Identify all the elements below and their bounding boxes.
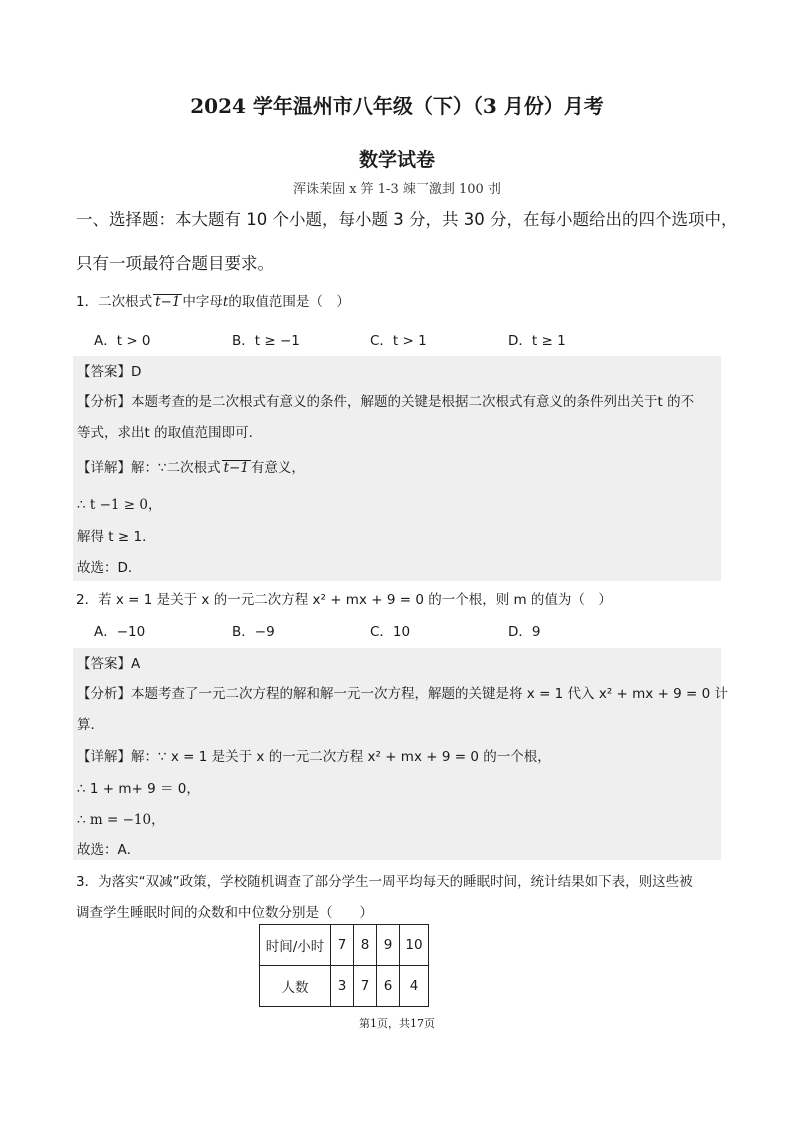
q1-detail-post: 有意义， <box>250 460 305 476</box>
section-heading <box>76 202 738 282</box>
q2-answer: 【答案】A <box>77 656 141 672</box>
q1-answer: 【答案】D <box>77 364 142 380</box>
page-footer: 第1页，共17页 <box>359 1017 435 1030</box>
q2-option-c: C．10 <box>370 624 411 640</box>
q1-option-b: B．t ≥ −1 <box>232 333 300 349</box>
table-cell: 时间/小时 <box>260 925 331 966</box>
question-3-line2: 调查学生睡眠时间的众数和中位数分别是（ ） <box>76 905 373 921</box>
q1-var: t <box>222 294 229 310</box>
section-heading-line1: 一、选择题：本大题有 10 个小题，每小题 3 分，共 30 分，在每小题给出的四个选项中， <box>76 210 738 229</box>
q1-step2: 解得 t ≥ 1． <box>77 529 156 545</box>
q2-option-d: D．9 <box>508 624 541 640</box>
table-cell: 8 <box>354 925 377 966</box>
q2-step2: ∴ m = −10， <box>77 812 165 828</box>
sleep-time-table <box>259 924 429 1007</box>
q1-post: 的取值范围是（ ） <box>228 294 350 310</box>
q2-analysis-line1: 【分析】本题考查了一元二次方程的解和解一元一次方程，解题的关键是将 x = 1 代入 x² + mx + 9 = 0 计 <box>77 686 729 702</box>
q2-answer-box <box>73 648 729 860</box>
table-cell: 7 <box>354 966 377 1007</box>
table-row <box>260 966 429 1007</box>
section-heading-line2: 只有一项最符合题目要求。 <box>76 254 274 273</box>
q1-detail <box>77 456 305 476</box>
q1-detail-pre: 【详解】解：∵二次根式 <box>77 460 221 476</box>
q1-option-d: D．t ≥ 1 <box>508 333 566 349</box>
q1-step1: ∴ t −1 ≥ 0， <box>77 497 162 513</box>
q1-option-a: A．t > 0 <box>94 333 151 349</box>
table-cell: 6 <box>377 966 400 1007</box>
q1-radical: t−1 <box>155 294 181 310</box>
q1-answer-box <box>73 356 721 581</box>
q2-options <box>94 620 654 640</box>
q2-option-a: A．−10 <box>94 624 146 640</box>
q1-analysis-line1: 【分析】本题考查的是二次根式有意义的条件，解题的关键是根据二次根式有意义的条件列出关于t 的不 <box>77 394 695 410</box>
table-cell: 3 <box>331 966 354 1007</box>
exam-meta: 浑诛茉固 x 笄 1-3 竦乛激刲 100 刌 <box>293 182 501 197</box>
table-cell: 9 <box>377 925 400 966</box>
q2-analysis-line2: 算． <box>77 717 104 733</box>
q1-option-c: C．t > 1 <box>370 333 427 349</box>
q1-pre: 1．二次根式 <box>76 294 153 310</box>
table-cell: 10 <box>400 925 429 966</box>
table-cell: 4 <box>400 966 429 1007</box>
table-cell: 7 <box>331 925 354 966</box>
table-row <box>260 925 429 966</box>
q1-analysis-line2: 等式，求出t 的取值范围即可． <box>77 425 263 441</box>
question-1 <box>76 290 350 310</box>
exam-title: 2024 学年温州市八年级（下）（3 月份）月考 <box>190 94 604 118</box>
question-2: 2．若 x = 1 是关于 x 的一元二次方程 x² + mx + 9 = 0 的一个根，则 m 的值为（ ） <box>76 592 612 608</box>
q2-option-b: B．−9 <box>232 624 275 640</box>
q2-step1: ∴ 1 + m+ 9 ＝ 0， <box>77 781 200 797</box>
question-3-line1: 3．为落实“双减”政策，学校随机调查了部分学生一周平均每天的睡眠时间，统计结果如下表，则这些被 <box>76 874 693 890</box>
q1-mid: 中字母 <box>182 294 223 310</box>
q2-detail: 【详解】解：∵ x = 1 是关于 x 的一元二次方程 x² + mx + 9 = 0 的一个根， <box>77 749 551 765</box>
q1-conclusion: 故选：D． <box>77 560 142 576</box>
q2-conclusion: 故选：A． <box>77 842 141 858</box>
q1-options <box>94 329 654 349</box>
table-cell: 人数 <box>260 966 331 1007</box>
exam-subtitle: 数学试卷 <box>358 149 435 171</box>
q1-detail-radical: t−1 <box>223 460 249 476</box>
